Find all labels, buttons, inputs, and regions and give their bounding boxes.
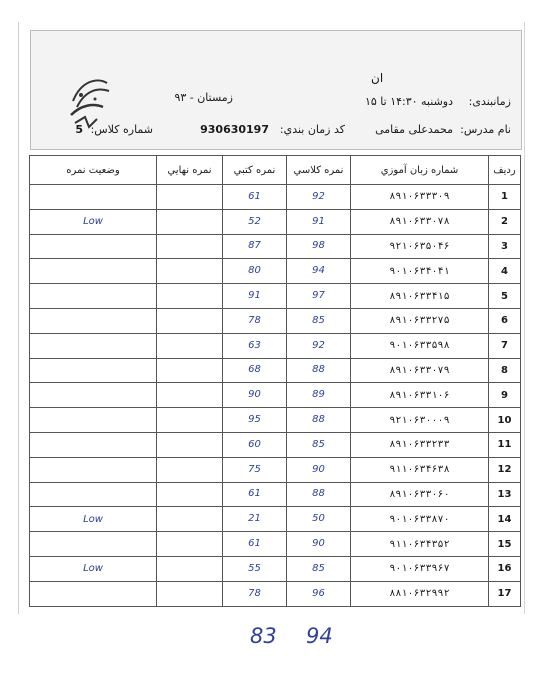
class-score-cell: 50	[287, 507, 351, 532]
written-score-cell: 63	[223, 333, 287, 358]
class-score-cell: 90	[287, 532, 351, 557]
term-label: زمستان - ۹۳	[174, 91, 233, 104]
status-cell	[30, 408, 157, 433]
student-id-cell: ۸۹۱۰۶۳۳۰۷۹	[351, 358, 489, 383]
row-number-cell: 10	[489, 408, 521, 433]
class-score-cell: 89	[287, 383, 351, 408]
written-score-cell: 68	[223, 358, 287, 383]
class-score-cell: 88	[287, 358, 351, 383]
col-header-class-score: نمره کلاسي	[287, 156, 351, 185]
written-score-cell: 60	[223, 432, 287, 457]
written-score-cell: 61	[223, 482, 287, 507]
written-score-cell: 78	[223, 581, 287, 606]
row-number-cell: 17	[489, 581, 521, 606]
status-cell	[30, 383, 157, 408]
student-id-cell: ۹۱۱۰۶۳۴۳۵۲	[351, 532, 489, 557]
class-score-cell: 91	[287, 209, 351, 234]
student-id-cell: ۸۹۱۰۶۳۳۴۱۵	[351, 284, 489, 309]
written-score-cell: 61	[223, 185, 287, 210]
student-id-cell: ۸۹۱۰۶۳۳۰۶۰	[351, 482, 489, 507]
written-score-cell: 52	[223, 209, 287, 234]
status-cell	[30, 457, 157, 482]
student-id-cell: ۸۹۱۰۶۳۳۱۰۶	[351, 383, 489, 408]
status-cell	[30, 259, 157, 284]
table-row	[30, 532, 521, 557]
student-id-cell: ۸۹۱۰۶۳۳۲۷۵	[351, 308, 489, 333]
final-score-cell	[157, 209, 223, 234]
table-row	[30, 383, 521, 408]
final-score-cell	[157, 532, 223, 557]
col-header-student-id: شماره زبان آموزي	[351, 156, 489, 185]
row-number-cell: 8	[489, 358, 521, 383]
class-score-cell: 92	[287, 185, 351, 210]
final-score-cell	[157, 234, 223, 259]
code-value: 930630197	[200, 123, 269, 136]
final-score-cell	[157, 358, 223, 383]
status-cell	[30, 581, 157, 606]
row-number-cell: 9	[489, 383, 521, 408]
table-row	[30, 581, 521, 606]
student-id-cell: ۹۲۱۰۶۳۰۰۰۹	[351, 408, 489, 433]
row-number-cell: 3	[489, 234, 521, 259]
col-header-final-score: نمره نهايي	[157, 156, 223, 185]
table-row	[30, 482, 521, 507]
final-score-cell	[157, 259, 223, 284]
status-cell	[30, 358, 157, 383]
final-score-cell	[157, 308, 223, 333]
student-id-cell: ۹۰۱۰۶۳۳۵۹۸	[351, 333, 489, 358]
title-fragment: ان	[371, 71, 384, 85]
table-row	[30, 457, 521, 482]
table-row	[30, 408, 521, 433]
table-row	[30, 358, 521, 383]
row-number-cell: 7	[489, 333, 521, 358]
table-row	[30, 308, 521, 333]
written-score-cell: 90	[223, 383, 287, 408]
student-id-cell: ۸۹۱۰۶۳۳۲۳۳	[351, 432, 489, 457]
class-score-cell: 85	[287, 432, 351, 457]
schedule-label: زمانبندی:	[468, 95, 511, 108]
written-score-cell: 91	[223, 284, 287, 309]
extra-class-score: 94	[306, 624, 333, 648]
table-header-row	[30, 156, 521, 185]
final-score-cell	[157, 482, 223, 507]
row-number-cell: 5	[489, 284, 521, 309]
status-cell	[30, 333, 157, 358]
row-number-cell: 12	[489, 457, 521, 482]
written-score-cell: 80	[223, 259, 287, 284]
status-cell: Low	[30, 507, 157, 532]
class-number-value: 5	[75, 123, 83, 136]
table-row	[30, 507, 521, 532]
row-number-cell: 6	[489, 308, 521, 333]
table-row	[30, 432, 521, 457]
class-score-cell: 96	[287, 581, 351, 606]
final-score-cell	[157, 507, 223, 532]
status-cell	[30, 482, 157, 507]
row-number-cell: 13	[489, 482, 521, 507]
extra-written-score: 83	[250, 624, 277, 648]
status-cell	[30, 185, 157, 210]
status-cell	[30, 432, 157, 457]
table-row	[30, 284, 521, 309]
grades-table	[29, 155, 521, 607]
teacher-label: نام مدرس:	[460, 123, 511, 136]
class-score-cell: 88	[287, 482, 351, 507]
class-score-cell: 85	[287, 556, 351, 581]
written-score-cell: 75	[223, 457, 287, 482]
student-id-cell: ۹۱۱۰۶۳۴۶۳۸	[351, 457, 489, 482]
class-number-label: شماره کلاس:	[90, 123, 153, 136]
final-score-cell	[157, 432, 223, 457]
final-score-cell	[157, 556, 223, 581]
final-score-cell	[157, 333, 223, 358]
class-score-cell: 94	[287, 259, 351, 284]
teacher-name: محمدعلی مقامی	[375, 123, 453, 136]
student-id-cell: ۹۰۱۰۶۳۴۰۴۱	[351, 259, 489, 284]
class-score-cell: 92	[287, 333, 351, 358]
status-cell	[30, 234, 157, 259]
header-block	[30, 30, 522, 150]
code-label: کد زمان بندي:	[279, 123, 345, 136]
student-id-cell: ۸۹۱۰۶۳۳۳۰۹	[351, 185, 489, 210]
final-score-cell	[157, 408, 223, 433]
status-cell	[30, 532, 157, 557]
schedule-value: دوشنبه ۱۴:۳۰ تا ۱۵	[364, 95, 453, 108]
class-score-cell: 90	[287, 457, 351, 482]
row-number-cell: 15	[489, 532, 521, 557]
table-row	[30, 556, 521, 581]
row-number-cell: 16	[489, 556, 521, 581]
col-header-written-score: نمره کتبي	[223, 156, 287, 185]
col-header-status: وضعيت نمره	[30, 156, 157, 185]
student-id-cell: ۹۰۱۰۶۳۳۸۷۰	[351, 507, 489, 532]
student-id-cell: ۹۰۱۰۶۳۳۹۶۷	[351, 556, 489, 581]
table-row	[30, 333, 521, 358]
student-id-cell: ۹۲۱۰۶۳۵۰۴۶	[351, 234, 489, 259]
written-score-cell: 55	[223, 556, 287, 581]
written-score-cell: 87	[223, 234, 287, 259]
row-number-cell: 4	[489, 259, 521, 284]
written-score-cell: 95	[223, 408, 287, 433]
row-number-cell: 1	[489, 185, 521, 210]
student-id-cell: ۸۹۱۰۶۳۳۰۷۸	[351, 209, 489, 234]
class-score-cell: 88	[287, 408, 351, 433]
row-number-cell: 11	[489, 432, 521, 457]
col-header-row-number: رديف	[489, 156, 521, 185]
final-score-cell	[157, 383, 223, 408]
status-cell	[30, 284, 157, 309]
final-score-cell	[157, 185, 223, 210]
table-row	[30, 234, 521, 259]
class-score-cell: 85	[287, 308, 351, 333]
table-row	[30, 259, 521, 284]
status-cell	[30, 308, 157, 333]
written-score-cell: 78	[223, 308, 287, 333]
final-score-cell	[157, 457, 223, 482]
status-cell: Low	[30, 556, 157, 581]
table-row	[30, 209, 521, 234]
class-score-cell: 98	[287, 234, 351, 259]
written-score-cell: 61	[223, 532, 287, 557]
status-cell: Low	[30, 209, 157, 234]
final-score-cell	[157, 284, 223, 309]
table-row	[30, 185, 521, 210]
class-score-cell: 97	[287, 284, 351, 309]
row-number-cell: 2	[489, 209, 521, 234]
row-number-cell: 14	[489, 507, 521, 532]
final-score-cell	[157, 581, 223, 606]
student-id-cell: ۸۸۱۰۶۳۲۹۹۲	[351, 581, 489, 606]
written-score-cell: 21	[223, 507, 287, 532]
